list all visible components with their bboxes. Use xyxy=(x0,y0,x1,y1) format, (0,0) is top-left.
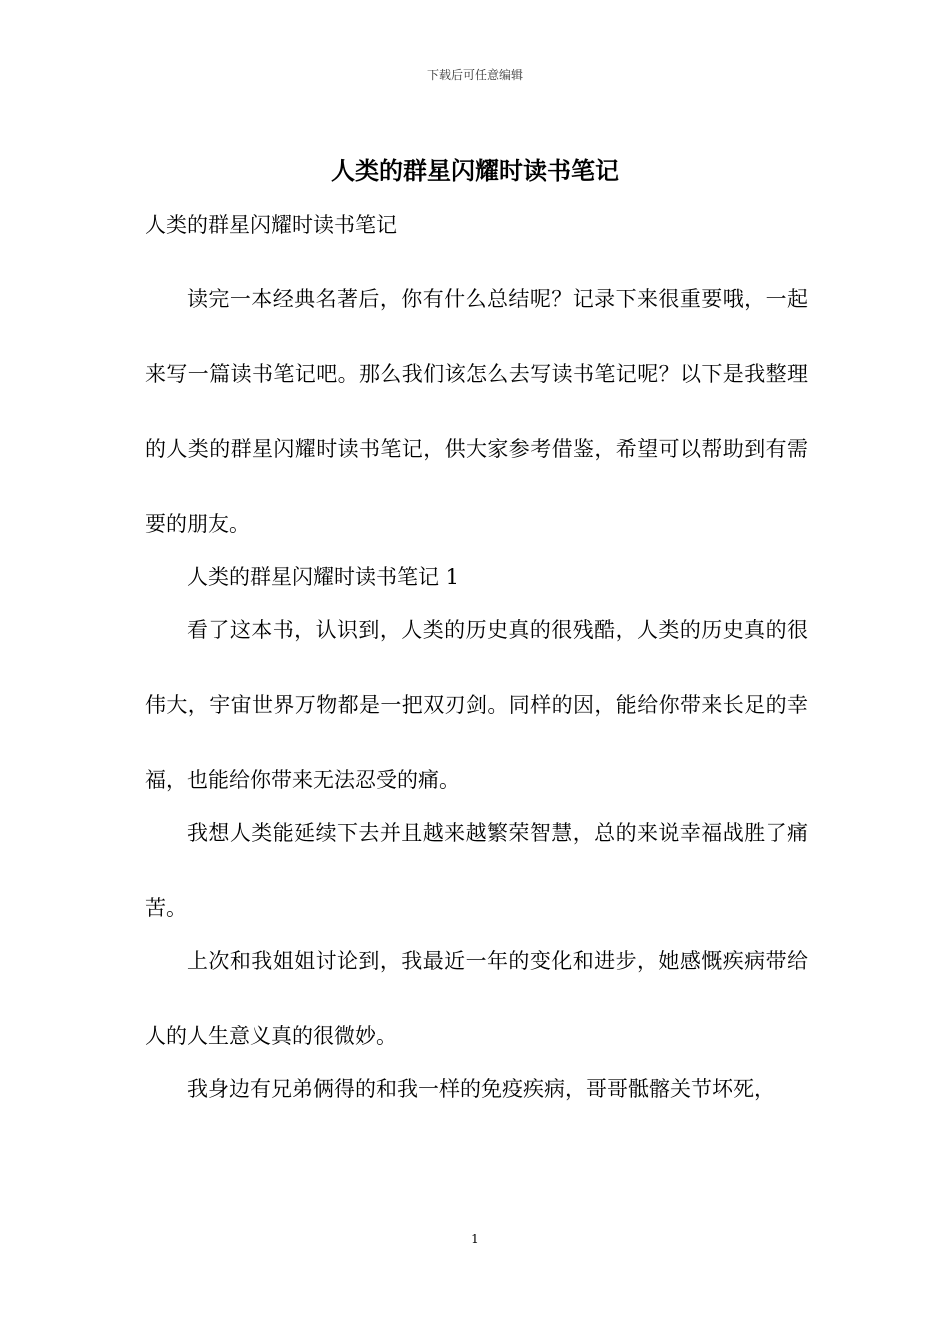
paragraph: 看了这本书，认识到，人类的历史真的很残酷，人类的历史真的很伟大，宇宙世界万物都是一把双刃剑。同样的因，能给你带来长足的幸福，也能给你带来无法忍受的痛。 xyxy=(145,618,808,792)
paragraph: 我想人类能延续下去并且越来越繁荣智慧，总的来说幸福战胜了痛苦。 xyxy=(145,821,808,920)
page-number: 1 xyxy=(471,1232,479,1246)
paragraph: 上次和我姐姐讨论到，我最近一年的变化和进步，她感慨疾病带给人的人生意义真的很微妙。 xyxy=(145,949,808,1048)
paragraph: 我身边有兄弟俩得的和我一样的免疫疾病，哥哥骶髂关节坏死， xyxy=(187,1077,775,1101)
document-subtitle: 人类的群星闪耀时读书笔记 xyxy=(145,213,397,237)
header-note: 下载后可任意编辑 xyxy=(426,68,523,82)
paragraph: 读完一本经典名著后，你有什么总结呢？记录下来很重要哦，一起来写一篇读书笔记吧。那么我们该怎么去写读书笔记呢？以下是我整理的人类的群星闪耀时读书笔记，供大家参考借鉴，希望可以帮助到有需要的朋友。 xyxy=(145,287,808,536)
section-heading: 人类的群星闪耀时读书笔记 1 xyxy=(187,565,460,589)
document-body xyxy=(145,284,808,1127)
document-title: 人类的群星闪耀时读书笔记 xyxy=(331,156,619,185)
